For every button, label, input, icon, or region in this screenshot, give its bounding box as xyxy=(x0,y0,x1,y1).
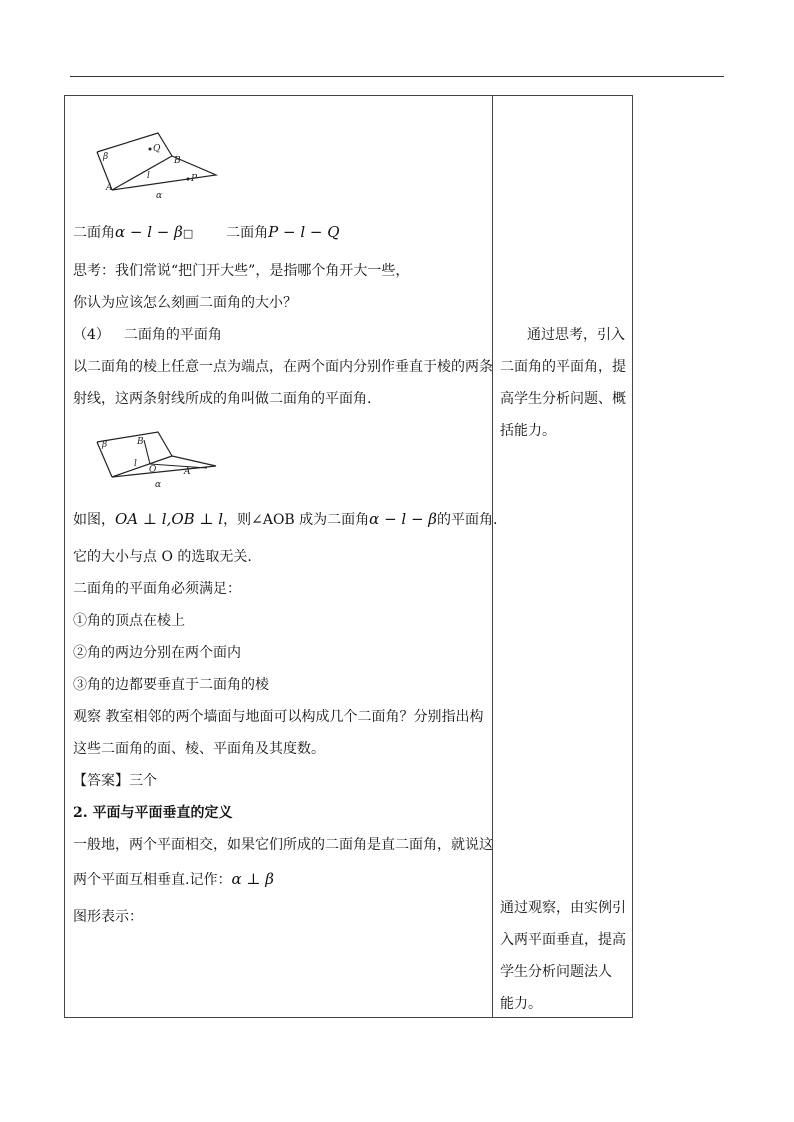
section-2-heading: 2. 平面与平面垂直的定义 xyxy=(73,805,233,821)
side-note-2-line-1: 通过观察，由实例引 xyxy=(500,900,626,916)
side-note-2-line-4: 能力。 xyxy=(500,996,542,1012)
ray-ob xyxy=(144,440,150,464)
label-alpha: α xyxy=(155,480,162,490)
side-note-1-line-2: 二面角的平面角，提 xyxy=(500,359,626,375)
condition-2: ②角的两边分别在两个面内 xyxy=(73,645,241,661)
label-alpha: α xyxy=(156,191,163,200)
label-b: B xyxy=(174,156,181,166)
definition-line-2: 射线，这两条射线所成的角叫做二面角的平面角. xyxy=(73,391,372,407)
graph-representation-line: 图形表示： xyxy=(73,909,143,925)
label-l: l xyxy=(147,171,150,181)
plane-beta-outline xyxy=(97,432,172,456)
think-line-2: 你认为应该怎么刻画二面角的大小？ xyxy=(73,295,297,311)
point-p-dot xyxy=(187,178,190,181)
plane-beta-outline xyxy=(97,133,172,156)
side-note-1-line-4: 括能力。 xyxy=(500,423,556,439)
observe-line-1: 观察 教室相邻的两个墙面与地面可以构成几个二面角？分别指出构 xyxy=(73,709,484,725)
dihedral-figure-pq xyxy=(92,130,222,200)
side-note-2-line-3: 学生分析问题法人 xyxy=(500,964,612,980)
must-satisfy-line: 二面角的平面角必须满足： xyxy=(73,581,241,597)
section-4-heading: （4） 二面角的平面角 xyxy=(73,327,222,343)
side-note-2-line-2: 入两平面垂直，提高 xyxy=(500,932,626,948)
column-divider xyxy=(492,95,493,1018)
as-shown-line: 如图，OA ⊥ l,OB ⊥ l，则∠AOB 成为二面角α − l − β的平面角. xyxy=(73,510,498,528)
side-note-1-line-1: 通过思考，引入 xyxy=(527,327,625,343)
label-q: Q xyxy=(153,144,161,154)
plane-angle-figure xyxy=(92,430,222,492)
definition-line-1: 以二面角的棱上任意一点为端点，在两个面内分别作垂直于棱的两条 xyxy=(73,359,493,375)
label-beta: β xyxy=(102,440,108,450)
observe-line-2: 这些二面角的面、棱、平面角及其度数。 xyxy=(73,741,325,757)
independent-line: 它的大小与点 O 的选取无关. xyxy=(73,549,252,565)
label-a: A xyxy=(184,467,191,477)
perp-def-line-1: 一般地，两个平面相交，如果它们所成的二面角是直二面角，就说这 xyxy=(73,837,493,853)
header-rule xyxy=(70,76,724,77)
label-beta: β xyxy=(103,152,109,162)
edge-l xyxy=(112,156,172,190)
label-b: B xyxy=(137,437,144,447)
side-note-1-line-3: 高学生分析问题、概 xyxy=(500,391,626,407)
condition-1: ①角的顶点在棱上 xyxy=(73,613,185,629)
think-line-1: 思考：我们常说“把门开大些”，是指哪个角开大一些， xyxy=(73,263,410,279)
label-a: A xyxy=(106,183,113,193)
label-o: O xyxy=(149,465,157,475)
label-l: l xyxy=(134,459,137,469)
perp-def-line-2: 两个平面互相垂直.记作：α ⊥ β xyxy=(73,870,274,888)
notation-line: 二面角α − l − β□ 二面角P − l − Q xyxy=(73,223,340,241)
ray-oa xyxy=(150,464,207,468)
condition-3: ③角的边都要垂直于二面角的棱 xyxy=(73,677,269,693)
point-q-dot xyxy=(149,148,152,151)
label-p: P xyxy=(191,174,198,184)
answer-line: 【答案】三个 xyxy=(73,773,157,789)
